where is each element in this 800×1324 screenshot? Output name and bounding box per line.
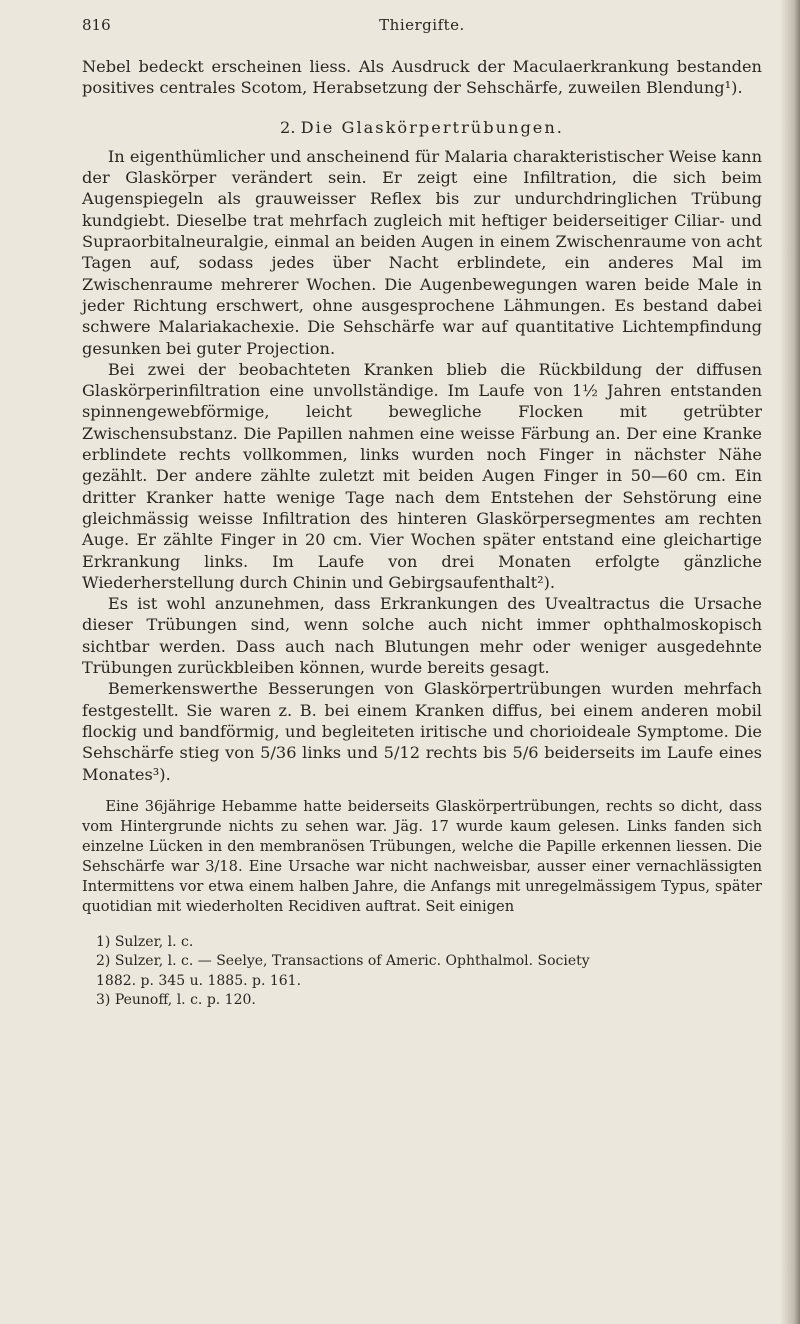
footnote-2: 2) Sulzer, l. c. — Seelye, Transactions of Americ. Ophthalmol. Society: [96, 953, 590, 970]
intro-paragraph: Nebel bedeckt erscheinen liess. Als Ausdruck der Maculaerkrankung bestanden positives centrales Scotom, Herabsetzung der Sehschärfe, zuweilen Blendung¹).: [82, 57, 762, 98]
book-page: [82, 16, 762, 1011]
page-header: [82, 16, 762, 56]
paragraph-3: Es ist wohl anzunehmen, dass Erkrankungen des Uvealtractus die Ursache dieser Trübungen sind, wenn solche auch nicht immer ophthalmoskopisch sichtbar werden. Dass auch nach Blutungen mehr oder weniger ausgedehnte Trübungen zurückbleiben können, wurde bereits gesagt.: [82, 594, 762, 678]
case-paragraph: Eine 36jährige Hebamme hatte beiderseits Glaskörpertrübungen, rechts so dicht, dass vom Hintergrunde nichts zu sehen war. Jäg. 17 wurde kaum gelesen. Links fanden sich einzelne Lücken in den membranösen Trübungen, welche die Papille erkennen liessen. Die Sehschärfe war 3/18. Eine Ursache war nicht nachweisbar, ausser einer vernachlässigten Intermittens vor etwa einem halben Jahre, die Anfangs mit unregelmässigem Typus, später quotidian mit wiederholten Recidiven auftrat. Seit einigen: [82, 797, 762, 915]
page-edge-shadow: [780, 0, 800, 1324]
case-report: [82, 797, 762, 917]
paragraph-2: Bei zwei der beobachteten Kranken blieb die Rückbildung der diffusen Glaskörperinfiltration eine unvollständige. Im Laufe von 1½ Jahren entstanden spinnengewebförmige, leicht bewegliche Flocken mit getrübter Zwischensubstanz. Die Papillen nahmen eine weisse Färbung an. Der eine Kranke erblindete rechts vollkommen, links wurden noch Finger in nächster Nähe gezählt. Der andere zählte zuletzt mit beiden Augen Finger in 50—60 cm. Ein dritter Kranker hatte wenige Tage nach dem Entstehen der Sehstörung eine gleichmässig weisse Infiltration des hinteren Glaskörpersegmentes am rechten Auge. Er zählte Finger in 20 cm. Vier Wochen später entstand eine gleichartige Erkrankung links. Im Laufe von drei Monaten erfolgte gänzliche Wiederherstellung durch Chinin und Gebirgsaufenthalt²).: [82, 359, 762, 592]
paragraph-4: Bemerkenswerthe Besserungen von Glaskörpertrübungen wurden mehrfach festgestellt. Sie waren z. B. bei einem Kranken diffus, bei einem anderen mobil flockig und bandförmig, und begleiteten iritische und chorioideale Symptome. Die Sehschärfe stieg von 5/36 links und 5/12 rechts bis 5/6 beiderseits im Laufe eines Monates³).: [82, 679, 762, 784]
section-number: 2.: [280, 117, 296, 137]
main-text: [82, 56, 762, 785]
section-heading: [82, 117, 762, 138]
section-title: Die Glaskörpertrübungen.: [300, 117, 564, 137]
footnote-2-continued: 1882. p. 345 u. 1885. p. 161.: [96, 972, 302, 989]
paragraph-1: In eigenthümlicher und anscheinend für Malaria charakteristischer Weise kann der Glaskörper verändert sein. Er zeigt eine Infiltration, die sich beim Augenspiegeln als grauweisser Reflex bis zur undurchdringlichen Trübung kundgiebt. Dieselbe trat mehrfach zugleich mit heftiger beiderseitiger Ciliar- und Supraorbitalneuralgie, einmal an beiden Augen in einem Zwischenraume von acht Tagen auf, sodass jedes über Nacht erblindete, ein anderes Mal im Zwischenraume mehrerer Wochen. Die Augenbewegungen waren beide Male in jeder Richtung erschwert, ohne ausgesprochene Lähmungen. Es bestand dabei schwere Malariakachexie. Die Sehschärfe war auf quantitative Lichtempfindung gesunken bei guter Projection.: [82, 146, 763, 358]
running-head: Thiergifte.: [379, 16, 465, 34]
footnote-1: 1) Sulzer, l. c.: [96, 933, 194, 950]
page-number: 816: [82, 16, 111, 34]
footnote-3: 3) Peunoff, l. c. p. 120.: [96, 992, 256, 1009]
footnotes: [82, 933, 762, 1011]
